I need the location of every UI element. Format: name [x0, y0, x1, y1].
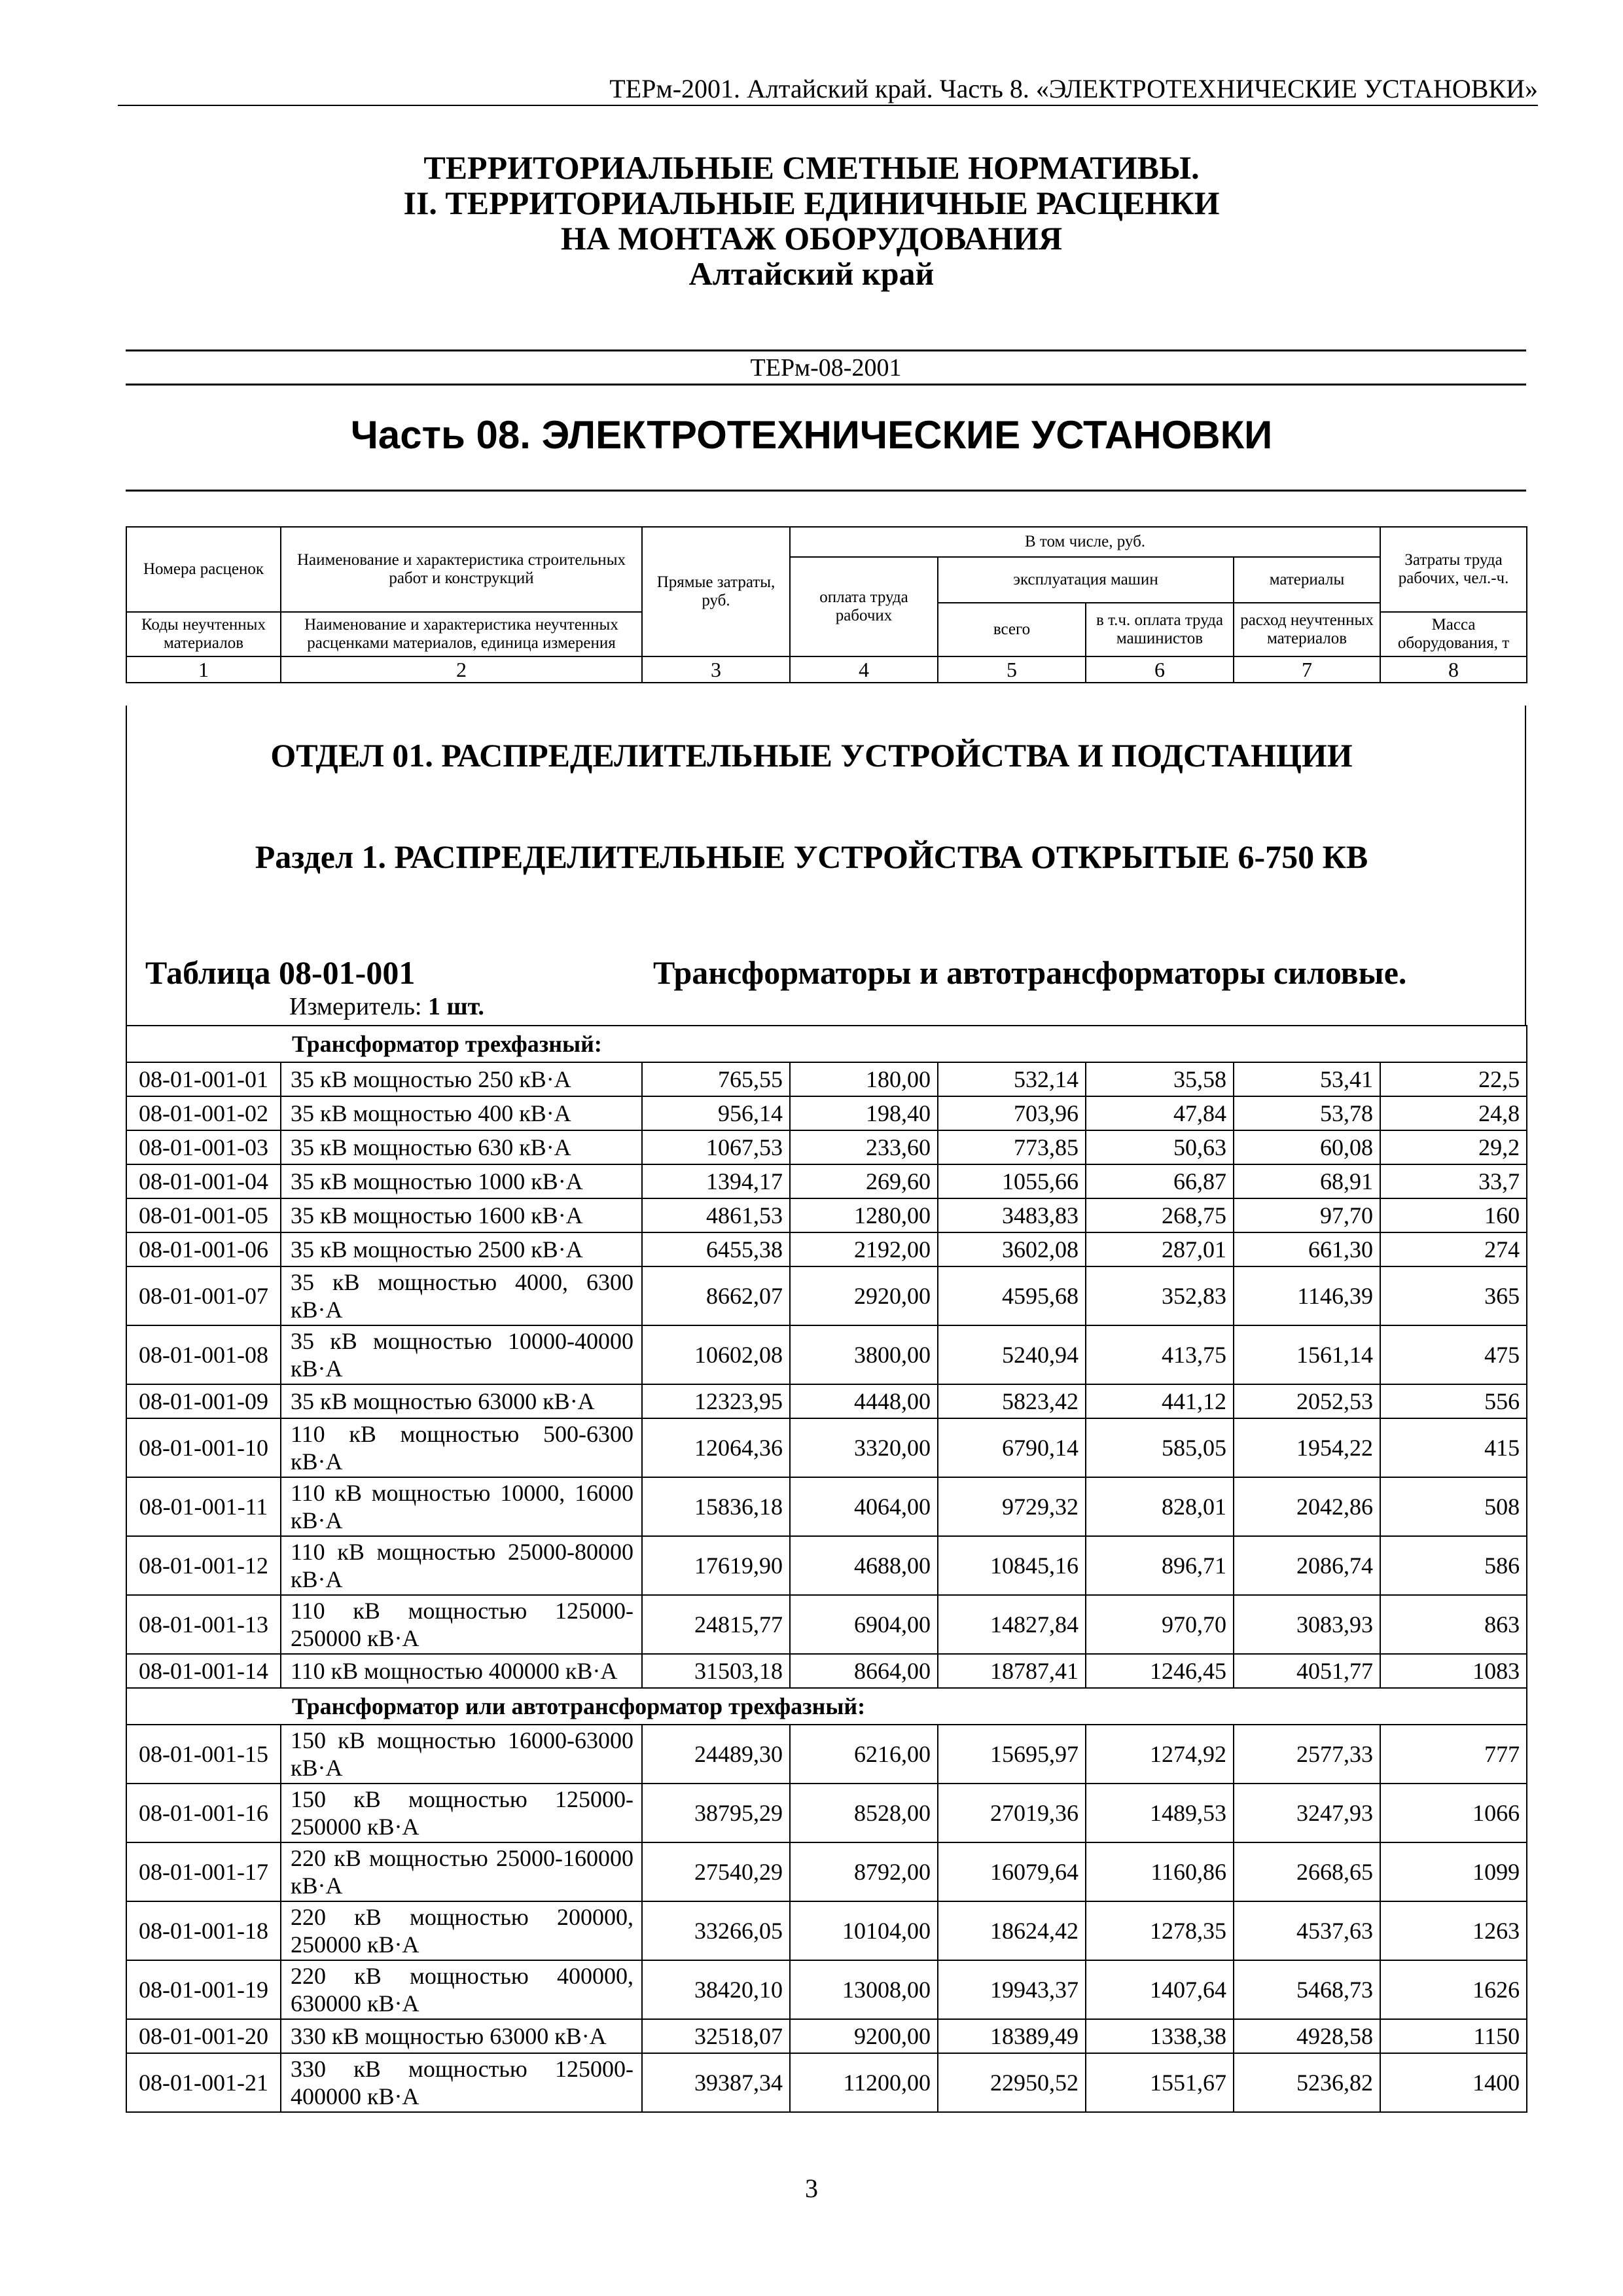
labor-hours: 33,7 [1380, 1164, 1527, 1198]
divider [126, 384, 1526, 386]
labor-pay: 8792,00 [790, 1842, 938, 1901]
direct-costs: 12064,36 [642, 1418, 790, 1477]
labor-pay: 10104,00 [790, 1901, 938, 1960]
labor-hours: 1400 [1380, 2053, 1527, 2112]
work-name: 220 кВ мощностью 400000, 630000 кВ·А [281, 1960, 642, 2019]
operators-pay: 66,87 [1086, 1164, 1234, 1198]
header-workers-pay: оплата труда рабочих [790, 557, 938, 656]
machine-operation: 14827,84 [938, 1595, 1086, 1654]
rate-code: 08-01-001-14 [126, 1654, 281, 1688]
materials: 661,30 [1234, 1232, 1380, 1266]
materials: 5468,73 [1234, 1960, 1380, 2019]
direct-costs: 1394,17 [642, 1164, 790, 1198]
operators-pay: 47,84 [1086, 1096, 1234, 1130]
table-row [126, 1842, 1527, 1901]
rate-code: 08-01-001-20 [126, 2019, 281, 2053]
header-rule [118, 105, 1538, 106]
work-name: 110 кВ мощностью 400000 кВ·А [281, 1654, 642, 1688]
rate-code: 08-01-001-18 [126, 1901, 281, 1960]
direct-costs: 765,55 [642, 1062, 790, 1096]
table-row [126, 1418, 1527, 1477]
labor-pay: 233,60 [790, 1130, 938, 1164]
work-name: 35 кВ мощностью 1600 кВ·А [281, 1198, 642, 1232]
work-name: 220 кВ мощностью 25000-160000 кВ·А [281, 1842, 642, 1901]
column-number: 6 [1086, 656, 1234, 683]
work-name: 220 кВ мощностью 200000, 250000 кВ·А [281, 1901, 642, 1960]
table-name: Трансформаторы и автотрансформаторы силовые. [653, 954, 1407, 991]
labor-pay: 6904,00 [790, 1595, 938, 1654]
table-row [126, 1901, 1527, 1960]
operators-pay: 268,75 [1086, 1198, 1234, 1232]
labor-pay: 269,60 [790, 1164, 938, 1198]
materials: 2668,65 [1234, 1842, 1380, 1901]
rate-code: 08-01-001-09 [126, 1384, 281, 1418]
table-row [126, 1784, 1527, 1842]
group-title: Трансформатор или автотрансформатор трехфазный: [126, 1688, 1527, 1725]
rate-code: 08-01-001-04 [126, 1164, 281, 1198]
labor-hours: 475 [1380, 1325, 1527, 1384]
machine-operation: 16079,64 [938, 1842, 1086, 1901]
machine-operation: 773,85 [938, 1130, 1086, 1164]
machine-operation: 6790,14 [938, 1418, 1086, 1477]
direct-costs: 4861,53 [642, 1198, 790, 1232]
measurement-unit [289, 992, 484, 1021]
materials: 4537,63 [1234, 1901, 1380, 1960]
column-number: 7 [1234, 656, 1380, 683]
section-title: Раздел 1. РАСПРЕДЕЛИТЕЛЬНЫЕ УСТРОЙСТВА ОТКРЫТЫЕ 6-750 КВ [255, 838, 1368, 875]
labor-hours: 24,8 [1380, 1096, 1527, 1130]
materials: 97,70 [1234, 1198, 1380, 1232]
labor-pay: 8664,00 [790, 1654, 938, 1688]
document-title-line: II. ТЕРРИТОРИАЛЬНЫЕ ЕДИНИЧНЫЕ РАСЦЕНКИ [403, 185, 1220, 221]
materials: 2577,33 [1234, 1725, 1380, 1784]
labor-hours: 365 [1380, 1266, 1527, 1325]
operators-pay: 441,12 [1086, 1384, 1234, 1418]
direct-costs: 24815,77 [642, 1595, 790, 1654]
materials: 3247,93 [1234, 1784, 1380, 1842]
operators-pay: 1489,53 [1086, 1784, 1234, 1842]
header-labor-costs: Затраты труда рабочих, чел.-ч. [1380, 527, 1527, 612]
work-name: 110 кВ мощностью 125000-250000 кВ·А [281, 1595, 642, 1654]
table-row [126, 1130, 1527, 1164]
machine-operation: 10845,16 [938, 1536, 1086, 1595]
machine-operation: 9729,32 [938, 1477, 1086, 1536]
table-row [126, 1725, 1527, 1784]
document-title-line: НА МОНТАЖ ОБОРУДОВАНИЯ [560, 220, 1063, 257]
meter-value: 1 шт. [428, 993, 484, 1020]
work-name: 35 кВ мощностью 250 кВ·А [281, 1062, 642, 1096]
machine-operation: 4595,68 [938, 1266, 1086, 1325]
rates-table [126, 1025, 1527, 2113]
rate-code: 08-01-001-11 [126, 1477, 281, 1536]
operators-pay: 35,58 [1086, 1062, 1234, 1096]
work-name: 110 кВ мощностью 500-6300 кВ·А [281, 1418, 642, 1477]
page-number: 3 [805, 2174, 818, 2203]
rate-code: 08-01-001-02 [126, 1096, 281, 1130]
labor-hours: 274 [1380, 1232, 1527, 1266]
labor-hours: 1066 [1380, 1784, 1527, 1842]
header-in-that-number: В том числе, руб. [790, 527, 1380, 557]
table-row [126, 1536, 1527, 1595]
table-number: Таблица 08-01-001 [145, 954, 416, 991]
table-row [126, 1062, 1527, 1096]
divider [126, 350, 1526, 351]
operators-pay: 1551,67 [1086, 2053, 1234, 2112]
header-unaccounted-name: Наименование и характеристика неучтенных расценками материалов, единица измерения [281, 612, 642, 656]
labor-pay: 1280,00 [790, 1198, 938, 1232]
work-name: 110 кВ мощностью 10000, 16000 кВ·А [281, 1477, 642, 1536]
labor-pay: 3320,00 [790, 1418, 938, 1477]
operators-pay: 287,01 [1086, 1232, 1234, 1266]
header-materials: материалы [1234, 557, 1380, 603]
group-title: Трансформатор трехфазный: [126, 1026, 1527, 1062]
rate-code: 08-01-001-06 [126, 1232, 281, 1266]
operators-pay: 896,71 [1086, 1536, 1234, 1595]
materials: 53,78 [1234, 1096, 1380, 1130]
materials: 60,08 [1234, 1130, 1380, 1164]
materials: 4051,77 [1234, 1654, 1380, 1688]
work-name: 110 кВ мощностью 25000-80000 кВ·А [281, 1536, 642, 1595]
labor-pay: 180,00 [790, 1062, 938, 1096]
part-title: Часть 08. ЭЛЕКТРОТЕХНИЧЕСКИЕ УСТАНОВКИ [350, 413, 1273, 457]
direct-costs: 38795,29 [642, 1784, 790, 1842]
operators-pay: 585,05 [1086, 1418, 1234, 1477]
rate-code: 08-01-001-15 [126, 1725, 281, 1784]
header-direct-costs: Прямые затраты, руб. [642, 527, 790, 656]
header-total: всего [938, 603, 1086, 656]
labor-hours: 29,2 [1380, 1130, 1527, 1164]
column-number: 5 [938, 656, 1086, 683]
rate-code: 08-01-001-08 [126, 1325, 281, 1384]
table-row [126, 1266, 1527, 1325]
labor-hours: 1150 [1380, 2019, 1527, 2053]
machine-operation: 18624,42 [938, 1901, 1086, 1960]
table-row [126, 1325, 1527, 1384]
table-row [126, 1164, 1527, 1198]
header-machine-operation: эксплуатация машин [938, 557, 1234, 603]
rate-code: 08-01-001-05 [126, 1198, 281, 1232]
machine-operation: 27019,36 [938, 1784, 1086, 1842]
direct-costs: 39387,34 [642, 2053, 790, 2112]
materials: 4928,58 [1234, 2019, 1380, 2053]
machine-operation: 532,14 [938, 1062, 1086, 1096]
work-name: 35 кВ мощностью 630 кВ·А [281, 1130, 642, 1164]
machine-operation: 703,96 [938, 1096, 1086, 1130]
work-name: 35 кВ мощностью 63000 кВ·А [281, 1384, 642, 1418]
table-row [126, 1232, 1527, 1266]
work-name: 330 кВ мощностью 63000 кВ·А [281, 2019, 642, 2053]
table-row [126, 1654, 1527, 1688]
rate-code: 08-01-001-17 [126, 1842, 281, 1901]
labor-hours: 556 [1380, 1384, 1527, 1418]
direct-costs: 33266,05 [642, 1901, 790, 1960]
operators-pay: 1278,35 [1086, 1901, 1234, 1960]
labor-hours: 586 [1380, 1536, 1527, 1595]
column-number: 1 [126, 656, 281, 683]
direct-costs: 31503,18 [642, 1654, 790, 1688]
rate-code: 08-01-001-01 [126, 1062, 281, 1096]
materials: 2052,53 [1234, 1384, 1380, 1418]
divider [126, 490, 1526, 492]
document-title-line: ТЕРРИТОРИАЛЬНЫЕ СМЕТНЫЕ НОРМАТИВЫ. [423, 149, 1200, 186]
direct-costs: 24489,30 [642, 1725, 790, 1784]
running-header: ТЕРм-2001. Алтайский край. Часть 8. «ЭЛЕКТРОТЕХНИЧЕСКИЕ УСТАНОВКИ» [609, 74, 1538, 103]
machine-operation: 5823,42 [938, 1384, 1086, 1418]
machine-operation: 3483,83 [938, 1198, 1086, 1232]
direct-costs: 27540,29 [642, 1842, 790, 1901]
operators-pay: 828,01 [1086, 1477, 1234, 1536]
table-row [126, 1096, 1527, 1130]
rate-code: 08-01-001-13 [126, 1595, 281, 1654]
column-number: 3 [642, 656, 790, 683]
labor-hours: 1626 [1380, 1960, 1527, 2019]
machine-operation: 19943,37 [938, 1960, 1086, 2019]
table-row [126, 1960, 1527, 2019]
direct-costs: 38420,10 [642, 1960, 790, 2019]
header-unaccounted-consumption: расход неучтенных материалов [1234, 603, 1380, 656]
header-rate-numbers: Номера расценок [126, 527, 281, 612]
labor-pay: 3800,00 [790, 1325, 938, 1384]
labor-hours: 22,5 [1380, 1062, 1527, 1096]
meter-label: Измеритель: [289, 993, 422, 1020]
labor-pay: 4688,00 [790, 1536, 938, 1595]
labor-hours: 1083 [1380, 1654, 1527, 1688]
direct-costs: 10602,08 [642, 1325, 790, 1384]
rate-code: 08-01-001-16 [126, 1784, 281, 1842]
rate-code: 08-01-001-07 [126, 1266, 281, 1325]
direct-costs: 1067,53 [642, 1130, 790, 1164]
work-name: 35 кВ мощностью 10000-40000 кВ·А [281, 1325, 642, 1384]
direct-costs: 17619,90 [642, 1536, 790, 1595]
machine-operation: 18787,41 [938, 1654, 1086, 1688]
direct-costs: 15836,18 [642, 1477, 790, 1536]
rate-code: 08-01-001-21 [126, 2053, 281, 2112]
direct-costs: 6455,38 [642, 1232, 790, 1266]
materials: 1954,22 [1234, 1418, 1380, 1477]
operators-pay: 352,83 [1086, 1266, 1234, 1325]
operators-pay: 1407,64 [1086, 1960, 1234, 2019]
labor-pay: 198,40 [790, 1096, 938, 1130]
operators-pay: 1338,38 [1086, 2019, 1234, 2053]
header-unaccounted-codes: Коды неучтенных материалов [126, 612, 281, 656]
labor-pay: 9200,00 [790, 2019, 938, 2053]
work-name: 150 кВ мощностью 16000-63000 кВ·А [281, 1725, 642, 1784]
table-row [126, 1384, 1527, 1418]
labor-pay: 11200,00 [790, 2053, 938, 2112]
labor-pay: 4448,00 [790, 1384, 938, 1418]
department-title: ОТДЕЛ 01. РАСПРЕДЕЛИТЕЛЬНЫЕ УСТРОЙСТВА И ПОДСТАНЦИИ [270, 737, 1353, 774]
rate-code: 08-01-001-03 [126, 1130, 281, 1164]
labor-pay: 4064,00 [790, 1477, 938, 1536]
header-equipment-mass: Масса оборудования, т [1380, 612, 1527, 656]
work-name: 35 кВ мощностью 4000, 6300 кВ·А [281, 1266, 642, 1325]
machine-operation: 3602,08 [938, 1232, 1086, 1266]
labor-pay: 2192,00 [790, 1232, 938, 1266]
machine-operation: 15695,97 [938, 1725, 1086, 1784]
operators-pay: 1274,92 [1086, 1725, 1234, 1784]
work-name: 35 кВ мощностью 2500 кВ·А [281, 1232, 642, 1266]
operators-pay: 413,75 [1086, 1325, 1234, 1384]
materials: 2086,74 [1234, 1536, 1380, 1595]
labor-pay: 13008,00 [790, 1960, 938, 2019]
operators-pay: 50,63 [1086, 1130, 1234, 1164]
operators-pay: 970,70 [1086, 1595, 1234, 1654]
rate-code: 08-01-001-12 [126, 1536, 281, 1595]
labor-hours: 1263 [1380, 1901, 1527, 1960]
materials: 5236,82 [1234, 2053, 1380, 2112]
materials: 1146,39 [1234, 1266, 1380, 1325]
table-row [126, 1477, 1527, 1536]
labor-hours: 160 [1380, 1198, 1527, 1232]
machine-operation: 5240,94 [938, 1325, 1086, 1384]
materials: 53,41 [1234, 1062, 1380, 1096]
column-number: 2 [281, 656, 642, 683]
labor-hours: 863 [1380, 1595, 1527, 1654]
labor-hours: 508 [1380, 1477, 1527, 1536]
materials: 3083,93 [1234, 1595, 1380, 1654]
operators-pay: 1246,45 [1086, 1654, 1234, 1688]
labor-hours: 777 [1380, 1725, 1527, 1784]
direct-costs: 32518,07 [642, 2019, 790, 2053]
rate-code: 08-01-001-19 [126, 1960, 281, 2019]
rate-code: 08-01-001-10 [126, 1418, 281, 1477]
labor-pay: 6216,00 [790, 1725, 938, 1784]
table-row [126, 2019, 1527, 2053]
header-work-name: Наименование и характеристика строительных работ и конструкций [281, 527, 642, 612]
labor-hours: 1099 [1380, 1842, 1527, 1901]
materials: 1561,14 [1234, 1325, 1380, 1384]
direct-costs: 956,14 [642, 1096, 790, 1130]
table-row [126, 1595, 1527, 1654]
column-header-table [126, 526, 1527, 683]
work-name: 35 кВ мощностью 1000 кВ·А [281, 1164, 642, 1198]
table-row [126, 1198, 1527, 1232]
column-number: 8 [1380, 656, 1527, 683]
column-number: 4 [790, 656, 938, 683]
machine-operation: 18389,49 [938, 2019, 1086, 2053]
work-name: 330 кВ мощностью 125000-400000 кВ·А [281, 2053, 642, 2112]
direct-costs: 12323,95 [642, 1384, 790, 1418]
direct-costs: 8662,07 [642, 1266, 790, 1325]
document-title-line: Алтайский край [688, 255, 935, 292]
materials: 68,91 [1234, 1164, 1380, 1198]
document-code: ТЕРм-08-2001 [750, 354, 902, 382]
table-row [126, 2053, 1527, 2112]
materials: 2042,86 [1234, 1477, 1380, 1536]
labor-pay: 8528,00 [790, 1784, 938, 1842]
machine-operation: 22950,52 [938, 2053, 1086, 2112]
machine-operation: 1055,66 [938, 1164, 1086, 1198]
labor-hours: 415 [1380, 1418, 1527, 1477]
labor-pay: 2920,00 [790, 1266, 938, 1325]
operators-pay: 1160,86 [1086, 1842, 1234, 1901]
work-name: 35 кВ мощностью 400 кВ·А [281, 1096, 642, 1130]
work-name: 150 кВ мощностью 125000-250000 кВ·А [281, 1784, 642, 1842]
header-operators-pay: в т.ч. оплата труда машинистов [1086, 603, 1234, 656]
